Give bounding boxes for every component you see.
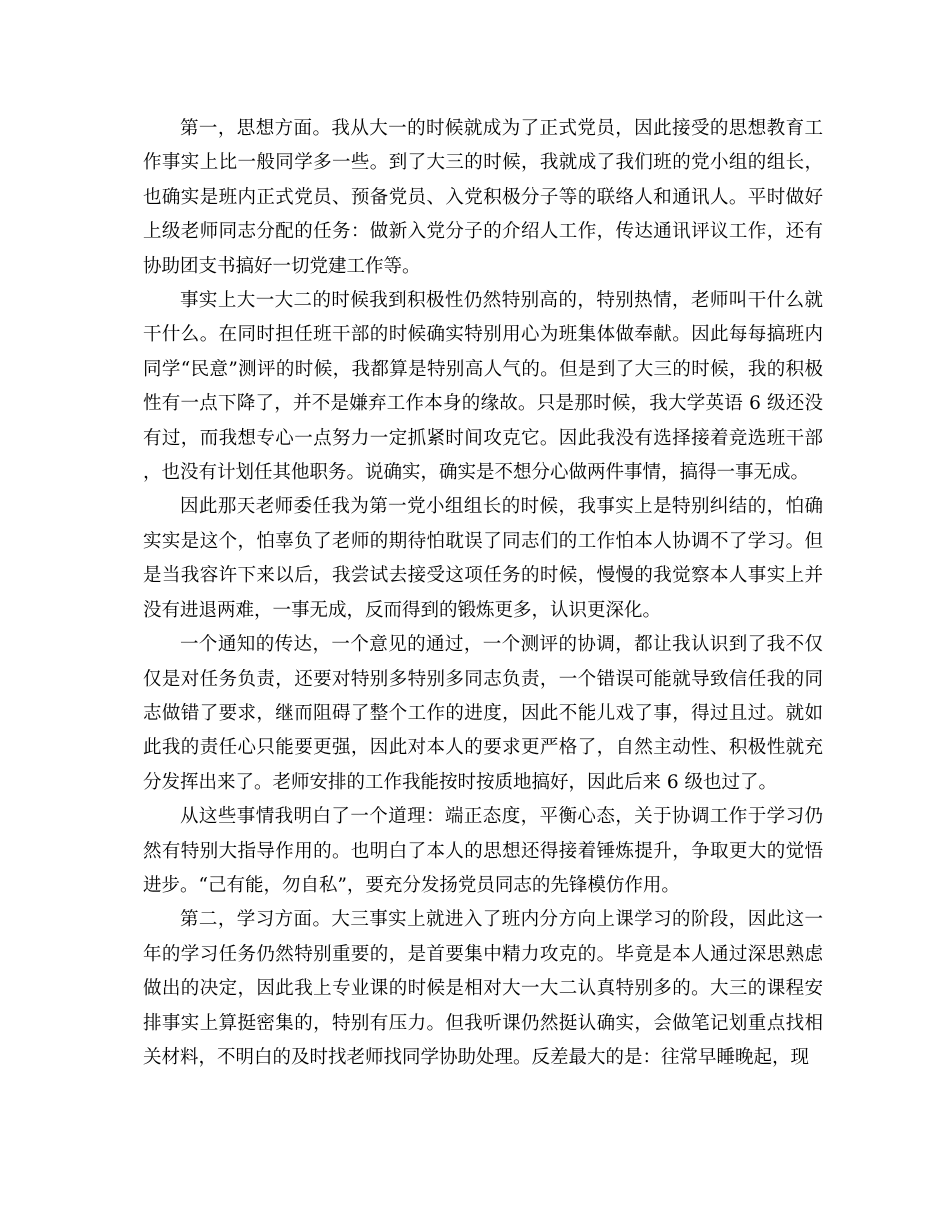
paragraph-lesson: 从这些事情我明白了一个道理：端正态度，平衡心态，关于协调工作于学习仍然有特别大指导作用的。也明白了本人的思想还得接着锤炼提升，争取更大的觉悟进步。“己有能，勿自私”，要充分发扬党员同志的先锋模仿作用。 bbox=[143, 806, 823, 896]
paragraph-enthusiasm: 事实上大一大二的时候我到积极性仍然特别高的，特别热情，老师叫干什么就干什么。在同时担任班干部的时候确实特别用心为班集体做奉献。因此每每搞班内同学“民意”测评的时候，我都算是特别高人气的。但是到了大三的时候，我的积极性有一点下降了，并不是嫌弃工作本身的缘故。只是那时候，我大学英语 6 级还没有过，而我想专心一点努力一定抓紧时间攻克它。因此我没有选择接着竞选班干部，也没有计划任其他职务。说确实，确实是不想分心做两件事情，搞得一事无成。 bbox=[143, 290, 823, 484]
paragraph-study: 第二，学习方面。大三事实上就进入了班内分方向上课学习的阶段，因此这一年的学习任务仍然特别重要的，是首要集中精力攻克的。毕竟是本人通过深思熟虑做出的决定，因此我上专业课的时候是相对大一大二认真特别多的。大三的课程安排事实上算挺密集的，特别有压力。但我听课仍然挺认确实，会做笔记划重点找相关材料，不明白的及时找老师找同学协助处理。反差最大的是：往常早睡晚起，现 bbox=[143, 909, 823, 1068]
paragraph-responsibility: 一个通知的传达，一个意见的通过，一个测评的协调，都让我认识到了我不仅仅是对任务负责，还要对特别多特别多同志负责，一个错误可能就导致信任我的同志做错了要求，继而阻碍了整个工作的进度，因此不能儿戏了事，得过且过。就如此我的责任心只能要更强，因此对本人的要求更严格了，自然主动性、积极性就充分发挥出来了。老师安排的工作我能按时按质地搞好，因此后来 6 级也过了。 bbox=[143, 634, 823, 793]
paragraph-ideology: 第一，思想方面。我从大一的时候就成为了正式党员，因此接受的思想教育工作事实上比一般同学多一些。到了大三的时候，我就成了我们班的党小组的组长，也确实是班内正式党员、预备党员、入党积极分子等的联络人和通讯人。平时做好上级老师同志分配的任务：做新入党分子的介绍人工作，传达通讯评议工作，还有协助团支书搞好一切党建工作等。 bbox=[143, 118, 823, 277]
paragraph-appointment: 因此那天老师委任我为第一党小组组长的时候，我事实上是特别纠结的，怕确实实是这个，怕辜负了老师的期待怕耽误了同志们的工作怕本人协调不了学习。但是当我容许下来以后，我尝试去接受这项任务的时候，慢慢的我觉察本人事实上并没有进退两难，一事无成，反而得到的锻炼更多，认识更深化。 bbox=[143, 496, 823, 621]
document-body bbox=[143, 112, 823, 1075]
